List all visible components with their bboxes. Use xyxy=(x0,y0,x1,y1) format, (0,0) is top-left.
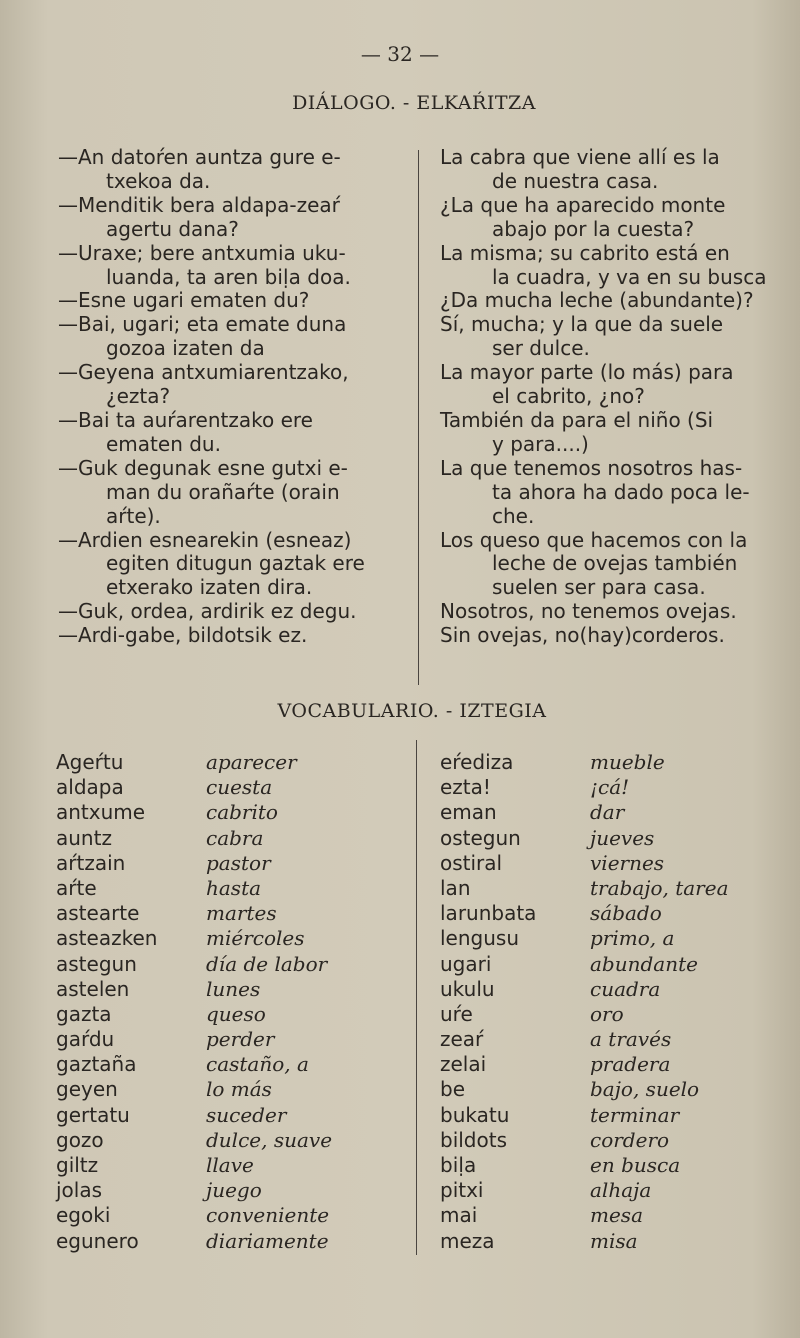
basque-term: be xyxy=(440,1077,465,1102)
spanish-meaning: martes xyxy=(206,901,277,926)
vocabulary-row xyxy=(440,1178,729,1203)
dialog-line: Los queso que hacemos con la xyxy=(440,527,748,552)
dialog-line: la cuadra, y va en su busca xyxy=(492,264,767,289)
spanish-meaning: primo, a xyxy=(590,926,675,951)
vocabulary-row xyxy=(56,1153,332,1178)
basque-term: uŕe xyxy=(440,1001,473,1026)
spanish-meaning: en busca xyxy=(590,1153,681,1177)
dialog-line: —Esne ugari ematen du? xyxy=(58,288,310,313)
spanish-meaning: día de labor xyxy=(206,951,328,976)
dialog-line: La misma; su cabrito está en xyxy=(440,240,730,265)
spanish-meaning: jueves xyxy=(590,825,655,850)
dialog-line: che. xyxy=(492,503,535,528)
spanish-meaning: cordero xyxy=(590,1127,670,1152)
basque-term: zelai xyxy=(440,1052,487,1077)
vocabulary-row xyxy=(56,1027,332,1052)
vocabulary-row xyxy=(56,901,332,926)
spanish-meaning: cuadra xyxy=(590,976,661,1001)
vocabulary-row xyxy=(440,977,729,1002)
spanish-meaning: juego xyxy=(206,1178,262,1203)
basque-term: giltz xyxy=(56,1153,99,1177)
vocabulary-row xyxy=(56,1052,332,1077)
basque-term: meza xyxy=(440,1228,495,1253)
basque-term: bildots xyxy=(440,1127,508,1152)
basque-term: auntz xyxy=(56,825,112,850)
spanish-meaning: miércoles xyxy=(206,926,305,951)
vocabulary-row xyxy=(56,851,332,876)
dialog-line: La que tenemos nosotros has- xyxy=(440,455,743,480)
spanish-meaning: perder xyxy=(206,1027,275,1052)
vocabulary-row xyxy=(440,1203,729,1228)
dialog-column-divider xyxy=(418,150,419,685)
vocabulary-row xyxy=(440,1229,729,1254)
vocabulary-title: VOCABULARIO. - IZTEGIA xyxy=(277,700,547,722)
vocabulary-row xyxy=(440,826,729,851)
basque-term: pitxi xyxy=(440,1178,484,1203)
spanish-meaning: mueble xyxy=(590,750,665,774)
spanish-meaning: suceder xyxy=(206,1102,287,1127)
spanish-meaning: cuesta xyxy=(206,775,273,800)
dialog-line: ta ahora ha dado poca le- xyxy=(492,479,750,504)
spanish-meaning: queso xyxy=(206,1001,266,1026)
spanish-meaning: alhaja xyxy=(590,1178,652,1203)
spanish-meaning: bajo, suelo xyxy=(590,1077,700,1102)
spanish-meaning: dulce, suave xyxy=(206,1127,333,1152)
basque-term: eman xyxy=(440,800,497,825)
spanish-meaning: conveniente xyxy=(206,1203,330,1228)
vocabulary-row xyxy=(440,1077,729,1102)
dialog-line: abajo por la cuesta? xyxy=(492,216,695,241)
dialog-line: ¿ezta? xyxy=(106,384,171,409)
spanish-meaning: cabra xyxy=(206,825,264,850)
basque-term: aldapa xyxy=(56,775,124,800)
basque-term: biḷa xyxy=(440,1153,477,1177)
vocabulary-row xyxy=(56,1203,332,1228)
basque-term: lengusu xyxy=(440,926,520,951)
dialog-line: La cabra que viene allí es la xyxy=(440,145,720,169)
dialog-line: aŕte). xyxy=(106,503,161,528)
dialog-line: Sí, mucha; y la que da suele xyxy=(440,312,724,337)
dialog-line: suelen ser para casa. xyxy=(492,575,706,600)
basque-term: aŕtzain xyxy=(56,850,126,875)
basque-term: astearte xyxy=(56,901,140,926)
spanish-meaning: terminar xyxy=(590,1102,680,1127)
dialog-line: luanda, ta aren biḷa doa. xyxy=(106,264,351,289)
spanish-meaning: abundante xyxy=(590,951,698,976)
vocabulary-row xyxy=(56,977,332,1002)
basque-term: astegun xyxy=(56,951,137,976)
dialog-line: —Ardi-gabe, bildotsik ez. xyxy=(58,623,308,648)
dialog-basque-column xyxy=(58,146,408,648)
spanish-meaning: aparecer xyxy=(206,750,297,774)
vocabulary-row xyxy=(56,1178,332,1203)
vocabulary-row xyxy=(440,1153,729,1178)
basque-term: eŕediza xyxy=(440,750,514,774)
vocabulary-row xyxy=(56,1103,332,1128)
basque-term: aŕte xyxy=(56,875,97,900)
basque-term: jolas xyxy=(56,1178,103,1203)
vocabulary-row xyxy=(56,1128,332,1153)
dialog-line: —An datoŕen auntza gure e- xyxy=(58,145,341,169)
dialog-spanish-column xyxy=(440,146,790,648)
dialog-line: —Uraxe; bere antxumia uku- xyxy=(58,240,346,265)
basque-term: zeaŕ xyxy=(440,1027,484,1052)
vocabulary-row xyxy=(440,800,729,825)
spanish-meaning: pastor xyxy=(206,850,271,875)
dialog-line: ¿Da mucha leche (abundante)? xyxy=(440,288,754,313)
vocabulary-row xyxy=(440,952,729,977)
vocabulary-row xyxy=(56,876,332,901)
spanish-meaning: trabajo, tarea xyxy=(590,875,729,900)
vocabulary-row xyxy=(56,826,332,851)
dialog-line: —Bai, ugari; eta emate duna xyxy=(58,312,347,337)
vocabulary-left-column xyxy=(56,750,332,1254)
dialog-line: —Guk, ordea, ardirik ez degu. xyxy=(58,599,357,624)
basque-term: antxume xyxy=(56,800,146,825)
spanish-meaning: pradera xyxy=(590,1052,671,1077)
dialog-line: gozoa izaten da xyxy=(106,336,265,361)
basque-term: bukatu xyxy=(440,1102,510,1127)
basque-term: ostegun xyxy=(440,825,521,850)
basque-term: ostiral xyxy=(440,850,503,875)
dialog-line: —Menditik bera aldapa-zeaŕ xyxy=(58,192,340,217)
dialog-line: ematen du. xyxy=(106,431,221,456)
basque-term: lan xyxy=(440,875,471,900)
vocabulary-row xyxy=(56,775,332,800)
vocabulary-row xyxy=(56,1077,332,1102)
basque-term: gaŕdu xyxy=(56,1027,115,1052)
spanish-meaning: lo más xyxy=(206,1077,272,1102)
spanish-meaning: diariamente xyxy=(206,1228,329,1253)
spanish-meaning: oro xyxy=(590,1001,624,1026)
page-number: — 32 — xyxy=(360,42,440,66)
dialog-line: —Guk degunak esne gutxi e- xyxy=(58,455,348,480)
vocabulary-right-column xyxy=(440,750,729,1254)
dialog-line: —Bai ta auŕarentzako ere xyxy=(58,407,313,432)
vocabulary-row xyxy=(440,1052,729,1077)
vocabulary-column-divider xyxy=(416,740,417,1255)
dialog-line: leche de ovejas también xyxy=(492,551,738,576)
spanish-meaning: cabrito xyxy=(206,800,278,825)
spanish-meaning: a través xyxy=(590,1027,672,1052)
dialog-line: Sin ovejas, no(hay)corderos. xyxy=(440,623,725,648)
spanish-meaning: mesa xyxy=(590,1203,643,1228)
basque-term: larunbata xyxy=(440,901,537,926)
vocabulary-row xyxy=(440,750,729,775)
vocabulary-row xyxy=(440,926,729,951)
spanish-meaning: llave xyxy=(206,1153,254,1177)
dialog-line: de nuestra casa. xyxy=(492,168,659,193)
vocabulary-row xyxy=(56,926,332,951)
basque-term: asteazken xyxy=(56,926,158,951)
basque-term: mai xyxy=(440,1203,478,1228)
dialog-line: ¿La que ha aparecido monte xyxy=(440,192,726,217)
dialog-line: ser dulce. xyxy=(492,336,590,361)
vocabulary-row xyxy=(56,1229,332,1254)
vocabulary-row xyxy=(440,1002,729,1027)
basque-term: ezta! xyxy=(440,775,491,800)
spanish-meaning: dar xyxy=(590,800,625,825)
basque-term: geyen xyxy=(56,1077,118,1102)
dialog-line: egiten ditugun gaztak ere xyxy=(106,551,365,576)
vocabulary-row xyxy=(440,1128,729,1153)
dialog-line: También da para el niño (Si xyxy=(440,407,714,432)
vocabulary-row xyxy=(440,1027,729,1052)
basque-term: egoki xyxy=(56,1203,111,1228)
basque-term: egunero xyxy=(56,1228,139,1253)
dialog-line: el cabrito, ¿no? xyxy=(492,384,645,409)
basque-term: gertatu xyxy=(56,1102,130,1127)
spanish-meaning: misa xyxy=(590,1228,638,1253)
vocabulary-row xyxy=(440,851,729,876)
vocabulary-row xyxy=(440,876,729,901)
spanish-meaning: castaño, a xyxy=(206,1052,309,1077)
basque-term: Ageŕtu xyxy=(56,750,124,774)
basque-term: gaztaña xyxy=(56,1052,137,1077)
basque-term: gozo xyxy=(56,1127,104,1152)
spanish-meaning: hasta xyxy=(206,875,262,900)
basque-term: astelen xyxy=(56,976,130,1001)
vocabulary-row xyxy=(440,901,729,926)
spanish-meaning: ¡cá! xyxy=(590,775,630,800)
spanish-meaning: viernes xyxy=(590,850,665,875)
spanish-meaning: sábado xyxy=(590,901,662,926)
dialog-line: Nosotros, no tenemos ovejas. xyxy=(440,599,737,624)
dialog-line: man du orañaŕte (orain xyxy=(106,479,340,504)
spanish-meaning: lunes xyxy=(206,976,261,1001)
dialog-line: etxerako izaten dira. xyxy=(106,575,313,600)
basque-term: gazta xyxy=(56,1001,112,1026)
vocabulary-row xyxy=(56,750,332,775)
basque-term: ugari xyxy=(440,951,492,976)
dialog-line: —Ardien esnearekin (esneaz) xyxy=(58,527,352,552)
dialog-line: txekoa da. xyxy=(106,168,211,193)
dialog-title: DIÁLOGO. - ELKAŔITZA xyxy=(292,92,536,114)
vocabulary-row xyxy=(440,1103,729,1128)
dialog-line: y para....) xyxy=(492,431,589,456)
dialog-line: agertu dana? xyxy=(106,216,239,241)
dialog-line: —Geyena antxumiarentzako, xyxy=(58,360,349,385)
vocabulary-row xyxy=(56,800,332,825)
vocabulary-row xyxy=(440,775,729,800)
vocabulary-row xyxy=(56,1002,332,1027)
basque-term: ukulu xyxy=(440,976,495,1001)
dialog-line: La mayor parte (lo más) para xyxy=(440,360,734,385)
vocabulary-row xyxy=(56,952,332,977)
